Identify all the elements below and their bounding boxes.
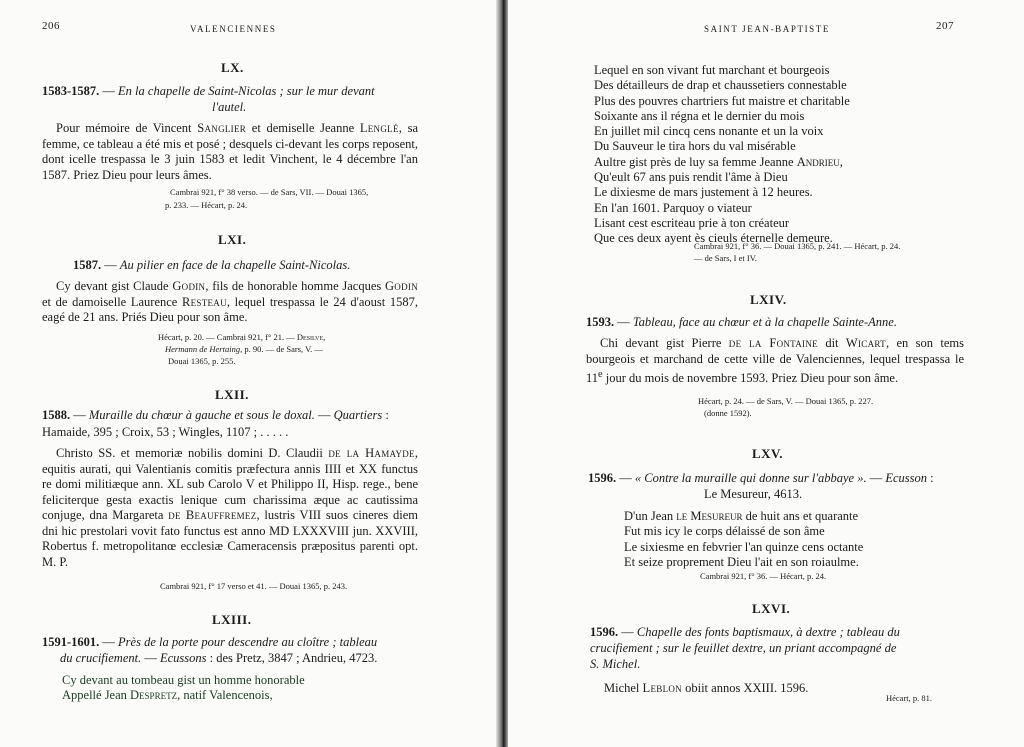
ecussons-label: Ecussons [159, 651, 207, 665]
text-run: D'un Jean [624, 509, 677, 523]
text-run: obiit annos XXIII. 1596. [681, 681, 809, 695]
ref-run: , [323, 332, 326, 342]
entry-location: Au pilier en face de la chapelle Saint-Nicolas. [119, 258, 351, 272]
ecusson-label: Ecusson [885, 471, 928, 485]
poem-line [594, 155, 850, 170]
poem-line: Cy devant au tombeau gist un homme honorable [62, 673, 305, 687]
poem-line: Fut mis icy le corps délaissé de son âme [624, 524, 825, 539]
entry-location: « Contre la muraille qui donne sur l'abbaye ». [634, 471, 867, 485]
reference-poem-1: Cambrai 921, f° 36. — Douai 1365, p. 241. — Hécart, p. 24. [694, 241, 901, 251]
entry-date: 1588. [42, 408, 71, 422]
superscript: e [598, 369, 603, 380]
poem-line: Soixante ans il régna et le dernier du mois [594, 108, 805, 123]
poem-line: En juillet mil cincq cens nonante et un la voix [594, 124, 824, 139]
name-le-mesureur: le Mesureur [676, 509, 743, 523]
poem-line [62, 688, 305, 703]
text-run: Cy devant gist Claude [56, 279, 173, 293]
page-number-left: 206 [42, 20, 60, 32]
entry-location: Près de la porte pour descendre au cloître ; tableau [118, 635, 378, 649]
reference-lxvi: Hécart, p. 81. [886, 693, 933, 703]
entry-location-cont [212, 99, 246, 116]
entry-header-lxvi-cont2 [590, 656, 640, 673]
reference-lxiv-1: Hécart, p. 24. — de Sars, V. — Douai 1365, p. 227. [698, 396, 874, 406]
entry-date: 1583-1587. [42, 84, 100, 98]
text-run: , lequel trespassa le 24 d'aoust 1587, eagé de 21 ans. Priés Dieu pour son âme. [42, 294, 418, 324]
ecussons-values: : des Pretz, 3847 ; Andrieu, 4723. [206, 651, 378, 665]
ref-run: Hécart, p. 20. — Cambrai 921, f° 21. — [158, 332, 297, 342]
poem-line: Lisant cest escriteau prie à ton créateur [594, 215, 790, 230]
reference-lxv: Cambrai 921, f° 36. — Hécart, p. 24. [700, 571, 827, 581]
entry-header-lxvi: 1596. — Chapelle des fonts baptismaux, à dextre ; tableau du [590, 625, 900, 639]
reference-lxi-2 [165, 343, 323, 355]
entry-header-lxvi-cont [590, 640, 896, 657]
reference-lxi-1 [158, 331, 325, 343]
reference-lxii: Cambrai 921, f° 17 verso et 41. — Douai 1365, p. 243. [160, 581, 348, 591]
poem-line: Des détailleurs de drap et chaussetiers connestable [594, 78, 847, 93]
name-godin: Godin [384, 279, 419, 293]
name-leblon: Leblon [642, 681, 682, 695]
text-run: , [839, 154, 843, 169]
entry-location: Muraille du chœur à gauche et sous le doxal. [88, 408, 315, 422]
reference-lx-1: Cambrai 921, f° 38 verso. — de Sars, VII. — Douai 1365, [170, 187, 369, 197]
entry-date: 1587. [73, 258, 102, 272]
text-run: Christo SS. et memoriæ nobilis domini D. Claudii [56, 446, 329, 460]
text-run: , en son tems bourgeois et marchand de cette ville de Valenciennes, lequel trespassa le 11 [586, 336, 964, 386]
text-run: , lustris VIII suos cineres diem dni hic prestolari vovit fato functus est anno MD LXXXVIII jun. XXVIII, Robertus f. metropolitanœ ecclesiæ Cameracensis præpositus parenti opt. M. P. [42, 508, 419, 569]
text-run: , sa femme, ce tableau a été mis et posé ; desquels ci-devant les corps reposent, dont icelle trespassa le 3 juin 1583 et ledit Vinchent, le 4 décembre l'an 1587. Priez Dieu pour leurs âmes. [42, 121, 419, 182]
quartiers-label: Quartiers [333, 408, 383, 422]
text-run: Chi devant gist Pierre [600, 336, 729, 350]
text-run: de huit ans et quarante [742, 509, 859, 523]
entry-date: 1593. [586, 315, 615, 329]
section-number-lxiv: LXIV. [750, 292, 787, 307]
section-number-lxiii: LXIII. [212, 612, 252, 627]
ref-title: Hermann de Hertaing [165, 344, 241, 354]
entry-location-cont: crucifiement ; sur le feuillet dextre, un priant accompagné de [590, 641, 897, 655]
epitaph-text-lxi [42, 279, 418, 326]
running-head-right: SAINT JEAN-BAPTISTE [704, 24, 830, 34]
epitaph-text-lxiv [586, 336, 964, 387]
name-de-la-fontaine: de la Fontaine [728, 336, 818, 350]
entry-location: En la chapelle de Saint-Nicolas ; sur le mur devant [118, 84, 375, 98]
right-page [508, 0, 1024, 747]
poem-lxiii [62, 673, 305, 704]
poem-line: En l'an 1601. Parquoy o viateur [594, 200, 752, 215]
text-run: — [866, 471, 886, 485]
text-run: jour du mois de novembre 1593. Priez Dieu pour son âme. [602, 371, 899, 386]
epitaph-text-lxvi [604, 681, 808, 697]
entry-header-lxv: 1596. — « Contre la muraille qui donne sur l'abbaye ». — Ecusson : [588, 471, 934, 485]
entry-header-lxiii-cont [60, 650, 377, 667]
name-de-la-hamayde: de la Hamayde [328, 446, 415, 460]
poem-line: Le dixiesme de mars justement à 12 heures. [594, 185, 813, 200]
entry-header-lxiii: 1591-1601. — Près de la porte pour descendre au cloître ; tableau [42, 635, 378, 649]
text-run: et demiselle Jeanne [246, 121, 360, 135]
left-page [0, 0, 500, 747]
ref-author: Desilve [296, 332, 324, 342]
page-number-right: 207 [936, 20, 954, 32]
quartiers-values: : Hamaide, 395 ; Croix, 53 ; Wingles, 1107 ; . . . . . [42, 408, 389, 439]
text-run: — [141, 651, 160, 665]
text-run: Appellé Jean [62, 688, 131, 703]
name-despretz: Despretz [130, 688, 178, 703]
section-number-lxv: LXV. [752, 446, 784, 461]
entry-location: Chapelle des fonts baptismaux, à dextre ; tableau du [636, 625, 900, 639]
entry-header-lxiv: 1593. — Tableau, face au chœur et à la chapelle Sainte-Anne. [586, 315, 897, 329]
reference-poem-2: — de Sars, I et IV. [694, 253, 757, 263]
entry-location-cont: du crucifiement. [60, 651, 142, 665]
name-resteau: Resteau [181, 294, 227, 309]
epitaph-text-lx [42, 121, 418, 183]
poem-line: Que ces deux ayent ès cieuls éternelle demeure. [594, 231, 833, 246]
text-run: Michel [604, 681, 643, 695]
ecusson-value-lxv: Le Mesureur, 4613. [704, 487, 803, 501]
reference-lxi-3: Douai 1365, p. 255. [168, 356, 236, 366]
poem-line: Et seize proprement Dieu l'ait en son roiaulme. [624, 554, 859, 569]
poem-line: Le sixiesme en febvrier l'an quinze cens octante [624, 539, 864, 554]
text-run: , equitis aurati, qui Valentianis comitis præfectura annis IIII et XX functus re domi militiæque ann. XL sub Carolo V et Philippo II, Hisp. rege., bene feliciterque gesta exactis lenique cum charissima æque ac cautissima conjuge, dna Margareta [42, 446, 418, 522]
ref-run: , p. 90. — de Sars, V. — [240, 344, 323, 354]
section-number-lxii: LXII. [215, 387, 249, 402]
entry-location: Tableau, face au chœur et à la chapelle Sainte-Anne. [632, 315, 897, 329]
name-sanglier: Sanglier [197, 121, 247, 135]
text-run: — [314, 408, 334, 422]
entry-header-lxi: 1587. — Au pilier en face de la chapelle Saint-Nicolas. [73, 258, 351, 272]
text-run: , natif Valencenois, [177, 688, 273, 703]
poem-line: Plus des pouvres chartriers fut maistre et charitable [594, 93, 850, 108]
entry-date: 1591-1601. [42, 635, 100, 649]
poem-line: Qu'eult 67 ans puis rendit l'âme à Dieu [594, 170, 788, 185]
entry-location-cont: S. Michel. [590, 657, 641, 671]
reference-lx-2: p. 233. — Hécart, p. 24. [165, 200, 248, 210]
name-godin: Godin [172, 279, 206, 293]
text-run: dit [817, 336, 846, 350]
poem-line: Du Sauveur le tira hors du val misérable [594, 139, 796, 154]
text-run: Pour mémoire de Vincent [56, 121, 198, 135]
poem-line [624, 509, 863, 524]
section-number-lxvi: LXVI. [752, 601, 791, 616]
text-run: Aultre gist près de luy sa femme Jeanne [594, 154, 797, 169]
epitaph-text-lxii [42, 446, 418, 570]
section-number-lx: LX. [221, 60, 244, 75]
section-number-lxi: LXI. [218, 232, 247, 247]
entry-location-cont-text: l'autel. [212, 100, 247, 114]
text-run: et de damoiselle Laurence [42, 294, 182, 309]
reference-lxiv-2: (donne 1592). [704, 408, 752, 418]
entry-header-lxii: 1588. — Muraille du chœur à gauche et sous le doxal. — Quartiers : Hamaide, 395 ; Croix, 53 ; Wingles, 1107 ; . . . . . [42, 408, 389, 439]
poem-lxiii-continued [594, 63, 850, 247]
entry-date: 1596. [590, 625, 619, 639]
text-run: , fils de honorable homme Jacques [205, 279, 385, 293]
entry-date: 1596. [588, 471, 617, 485]
poem-lxv [624, 509, 863, 570]
running-head-left: VALENCIENNES [190, 24, 277, 34]
poem-line: Lequel en son vivant fut marchant et bourgeois [594, 63, 830, 77]
name-de-beauffremez: de Beauffremez [168, 508, 257, 522]
entry-header-lx: 1583-1587. — En la chapelle de Saint-Nicolas ; sur le mur devant [42, 84, 375, 98]
name-andrieu: Andrieu [796, 154, 840, 169]
text-run: : [927, 471, 934, 485]
name-wicart: Wicart [845, 336, 886, 350]
name-lengle: Lenglé [359, 121, 399, 135]
